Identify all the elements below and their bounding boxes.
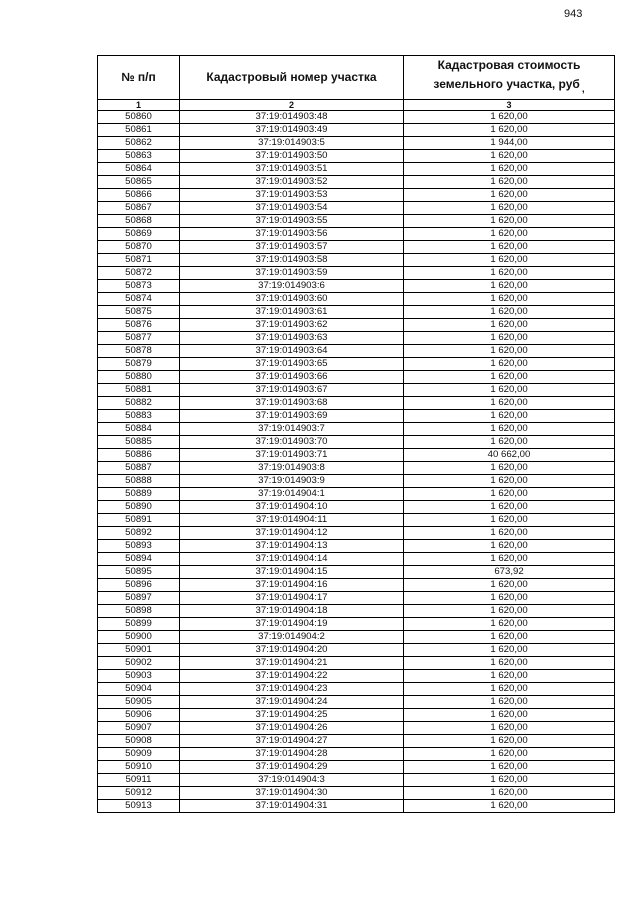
- cadastral-value-cell: 1 620,00: [404, 371, 615, 384]
- cadastral-value-cell: 1 620,00: [404, 683, 615, 696]
- row-number-cell: 50875: [98, 306, 180, 319]
- cadastral-value-cell: 1 620,00: [404, 319, 615, 332]
- cadastral-number-cell: 37:19:014903:6: [180, 280, 404, 293]
- header-row-number: № п/п: [98, 56, 180, 100]
- cadastral-number-cell: 37:19:014904:20: [180, 644, 404, 657]
- cadastral-value-cell: 1 620,00: [404, 150, 615, 163]
- row-number-cell: 50866: [98, 189, 180, 202]
- table-row: [98, 501, 615, 514]
- cadastral-value-cell: 1 620,00: [404, 475, 615, 488]
- table-row: [98, 592, 615, 605]
- cadastral-value-cell: 1 620,00: [404, 527, 615, 540]
- table-row: [98, 241, 615, 254]
- cadastral-value-cell: 1 620,00: [404, 748, 615, 761]
- table-row: [98, 540, 615, 553]
- cadastral-number-cell: 37:19:014903:50: [180, 150, 404, 163]
- cadastral-number-cell: 37:19:014904:3: [180, 774, 404, 787]
- row-number-cell: 50880: [98, 371, 180, 384]
- cadastral-number-cell: 37:19:014904:15: [180, 566, 404, 579]
- table-row: [98, 371, 615, 384]
- cadastral-value-cell: 1 620,00: [404, 644, 615, 657]
- cadastral-number-cell: 37:19:014904:16: [180, 579, 404, 592]
- cadastral-value-cell: 1 620,00: [404, 267, 615, 280]
- table-row: [98, 579, 615, 592]
- row-number-cell: 50864: [98, 163, 180, 176]
- row-number-cell: 50884: [98, 423, 180, 436]
- header-cadastral-value: [404, 56, 615, 100]
- cadastral-number-cell: 37:19:014904:24: [180, 696, 404, 709]
- table-row: [98, 722, 615, 735]
- row-number-cell: 50911: [98, 774, 180, 787]
- row-number-cell: 50887: [98, 462, 180, 475]
- cadastral-number-cell: 37:19:014904:29: [180, 761, 404, 774]
- table-row: [98, 306, 615, 319]
- cadastral-value-cell: 1 620,00: [404, 215, 615, 228]
- table-row: [98, 384, 615, 397]
- row-number-cell: 50892: [98, 527, 180, 540]
- cadastral-value-cell: 1 620,00: [404, 358, 615, 371]
- row-number-cell: 50898: [98, 605, 180, 618]
- table-row: [98, 449, 615, 462]
- row-number-cell: 50872: [98, 267, 180, 280]
- cadastral-value-cell: 1 620,00: [404, 384, 615, 397]
- cadastral-number-cell: 37:19:014903:62: [180, 319, 404, 332]
- row-number-cell: 50865: [98, 176, 180, 189]
- row-number-cell: 50861: [98, 124, 180, 137]
- cadastral-value-cell: 1 620,00: [404, 124, 615, 137]
- cadastral-value-cell: 1 620,00: [404, 735, 615, 748]
- table-row: [98, 566, 615, 579]
- table-row: [98, 254, 615, 267]
- cadastral-number-cell: 37:19:014904:12: [180, 527, 404, 540]
- cadastral-value-cell: 1 620,00: [404, 345, 615, 358]
- cadastral-value-cell: 1 620,00: [404, 618, 615, 631]
- cadastral-value-cell: 1 620,00: [404, 722, 615, 735]
- row-number-cell: 50863: [98, 150, 180, 163]
- row-number-cell: 50881: [98, 384, 180, 397]
- cadastral-number-cell: 37:19:014904:19: [180, 618, 404, 631]
- table-row: [98, 644, 615, 657]
- cadastral-number-cell: 37:19:014903:48: [180, 111, 404, 124]
- row-number-cell: 50886: [98, 449, 180, 462]
- table-row: [98, 332, 615, 345]
- row-number-cell: 50901: [98, 644, 180, 657]
- row-number-cell: 50899: [98, 618, 180, 631]
- cadastral-number-cell: 37:19:014903:68: [180, 397, 404, 410]
- cadastral-value-cell: 1 620,00: [404, 163, 615, 176]
- cadastral-number-cell: 37:19:014903:63: [180, 332, 404, 345]
- cadastral-value-cell: 1 620,00: [404, 514, 615, 527]
- cadastral-value-cell: 1 620,00: [404, 202, 615, 215]
- row-number-cell: 50879: [98, 358, 180, 371]
- cadastral-number-cell: 37:19:014903:71: [180, 449, 404, 462]
- cadastral-value-cell: 40 662,00: [404, 449, 615, 462]
- cadastral-value-cell: 1 620,00: [404, 397, 615, 410]
- row-number-cell: 50877: [98, 332, 180, 345]
- cadastral-number-cell: 37:19:014903:60: [180, 293, 404, 306]
- cadastral-value-cell: 1 620,00: [404, 774, 615, 787]
- row-number-cell: 50888: [98, 475, 180, 488]
- column-number-3: 3: [404, 100, 615, 111]
- cadastral-number-cell: 37:19:014903:56: [180, 228, 404, 241]
- cadastral-value-cell: 1 620,00: [404, 332, 615, 345]
- table-row: [98, 397, 615, 410]
- cadastral-number-cell: 37:19:014903:69: [180, 410, 404, 423]
- table-row: [98, 436, 615, 449]
- table-row: [98, 280, 615, 293]
- table-row: [98, 514, 615, 527]
- cadastral-value-cell: 1 620,00: [404, 605, 615, 618]
- table-row: [98, 163, 615, 176]
- table-row: [98, 189, 615, 202]
- cadastral-number-cell: 37:19:014904:10: [180, 501, 404, 514]
- table-row: [98, 423, 615, 436]
- row-number-cell: 50896: [98, 579, 180, 592]
- table-row: [98, 124, 615, 137]
- table-row: [98, 150, 615, 163]
- row-number-cell: 50890: [98, 501, 180, 514]
- cadastral-value-cell: 1 620,00: [404, 176, 615, 189]
- cadastral-number-cell: 37:19:014903:66: [180, 371, 404, 384]
- cadastral-number-cell: 37:19:014903:7: [180, 423, 404, 436]
- cadastral-value-cell: 1 620,00: [404, 501, 615, 514]
- cadastral-value-cell: 1 620,00: [404, 488, 615, 501]
- cadastral-value-cell: 1 620,00: [404, 631, 615, 644]
- row-number-cell: 50913: [98, 800, 180, 813]
- cadastral-value-cell: 1 620,00: [404, 228, 615, 241]
- row-number-cell: 50867: [98, 202, 180, 215]
- cadastral-value-cell: 1 620,00: [404, 280, 615, 293]
- table-row: [98, 787, 615, 800]
- row-number-cell: 50906: [98, 709, 180, 722]
- header-mark: ,: [581, 84, 585, 95]
- cadastral-value-cell: 1 620,00: [404, 657, 615, 670]
- row-number-cell: 50905: [98, 696, 180, 709]
- row-number-cell: 50860: [98, 111, 180, 124]
- cadastral-table: [97, 55, 615, 813]
- table-row: [98, 527, 615, 540]
- table-row: [98, 202, 615, 215]
- cadastral-number-cell: 37:19:014904:21: [180, 657, 404, 670]
- row-number-cell: 50909: [98, 748, 180, 761]
- cadastral-number-cell: 37:19:014903:9: [180, 475, 404, 488]
- cadastral-number-cell: 37:19:014903:70: [180, 436, 404, 449]
- table-row: [98, 683, 615, 696]
- cadastral-number-cell: 37:19:014904:11: [180, 514, 404, 527]
- row-number-cell: 50907: [98, 722, 180, 735]
- cadastral-number-cell: 37:19:014903:61: [180, 306, 404, 319]
- row-number-cell: 50876: [98, 319, 180, 332]
- cadastral-value-cell: 1 620,00: [404, 423, 615, 436]
- row-number-cell: 50903: [98, 670, 180, 683]
- cadastral-value-cell: 1 620,00: [404, 696, 615, 709]
- table-row: [98, 761, 615, 774]
- row-number-cell: 50869: [98, 228, 180, 241]
- row-number-cell: 50862: [98, 137, 180, 150]
- table-row: [98, 657, 615, 670]
- cadastral-number-cell: 37:19:014903:51: [180, 163, 404, 176]
- row-number-cell: 50882: [98, 397, 180, 410]
- table-row: [98, 215, 615, 228]
- cadastral-number-cell: 37:19:014903:54: [180, 202, 404, 215]
- cadastral-value-cell: 1 620,00: [404, 579, 615, 592]
- row-number-cell: 50910: [98, 761, 180, 774]
- cadastral-number-cell: 37:19:014904:18: [180, 605, 404, 618]
- header-row: [98, 56, 615, 100]
- cadastral-value-cell: 1 620,00: [404, 787, 615, 800]
- cadastral-number-cell: 37:19:014904:22: [180, 670, 404, 683]
- cadastral-value-cell: 1 620,00: [404, 540, 615, 553]
- cadastral-number-cell: 37:19:014903:8: [180, 462, 404, 475]
- cadastral-value-cell: 1 620,00: [404, 189, 615, 202]
- cadastral-number-cell: 37:19:014904:28: [180, 748, 404, 761]
- cadastral-value-cell: 1 620,00: [404, 306, 615, 319]
- table-row: [98, 618, 615, 631]
- cadastral-number-cell: 37:19:014903:52: [180, 176, 404, 189]
- table-row: [98, 462, 615, 475]
- row-number-cell: 50897: [98, 592, 180, 605]
- table-row: [98, 137, 615, 150]
- cadastral-number-cell: 37:19:014904:30: [180, 787, 404, 800]
- table-row: [98, 345, 615, 358]
- row-number-cell: 50868: [98, 215, 180, 228]
- header-cadastral-value-text: Кадастровая стоимость земельного участка, руб: [433, 58, 581, 91]
- table-row: [98, 735, 615, 748]
- cadastral-number-cell: 37:19:014904:17: [180, 592, 404, 605]
- header-cadastral-number: Кадастровый номер участка: [180, 56, 404, 100]
- cadastral-value-cell: 1 620,00: [404, 436, 615, 449]
- table-row: [98, 709, 615, 722]
- table-row: [98, 488, 615, 501]
- table-row: [98, 748, 615, 761]
- table-row: [98, 475, 615, 488]
- table-row: [98, 293, 615, 306]
- cadastral-number-cell: 37:19:014904:27: [180, 735, 404, 748]
- cadastral-value-cell: 1 620,00: [404, 241, 615, 254]
- column-number-2: 2: [180, 100, 404, 111]
- table-row: [98, 228, 615, 241]
- cadastral-number-cell: 37:19:014904:1: [180, 488, 404, 501]
- cadastral-value-cell: 1 620,00: [404, 800, 615, 813]
- cadastral-value-cell: 1 620,00: [404, 592, 615, 605]
- row-number-cell: 50900: [98, 631, 180, 644]
- table-row: [98, 605, 615, 618]
- table-row: [98, 631, 615, 644]
- row-number-cell: 50893: [98, 540, 180, 553]
- table-row: [98, 670, 615, 683]
- column-number-1: 1: [98, 100, 180, 111]
- cadastral-number-cell: 37:19:014903:55: [180, 215, 404, 228]
- row-number-cell: 50895: [98, 566, 180, 579]
- cadastral-value-cell: 1 620,00: [404, 553, 615, 566]
- row-number-cell: 50889: [98, 488, 180, 501]
- row-number-cell: 50871: [98, 254, 180, 267]
- row-number-cell: 50902: [98, 657, 180, 670]
- cadastral-value-cell: 673,92: [404, 566, 615, 579]
- cadastral-number-cell: 37:19:014903:49: [180, 124, 404, 137]
- row-number-cell: 50894: [98, 553, 180, 566]
- table-row: [98, 358, 615, 371]
- cadastral-number-cell: 37:19:014903:58: [180, 254, 404, 267]
- table-row: [98, 774, 615, 787]
- cadastral-number-cell: 37:19:014904:23: [180, 683, 404, 696]
- cadastral-value-cell: 1 620,00: [404, 709, 615, 722]
- cadastral-number-cell: 37:19:014903:67: [180, 384, 404, 397]
- table-row: [98, 696, 615, 709]
- page-number: 943: [564, 8, 583, 20]
- cadastral-value-cell: 1 620,00: [404, 111, 615, 124]
- cadastral-value-cell: 1 620,00: [404, 410, 615, 423]
- cadastral-number-cell: 37:19:014904:26: [180, 722, 404, 735]
- row-number-cell: 50912: [98, 787, 180, 800]
- cadastral-number-cell: 37:19:014903:64: [180, 345, 404, 358]
- cadastral-number-cell: 37:19:014904:2: [180, 631, 404, 644]
- cadastral-number-cell: 37:19:014903:65: [180, 358, 404, 371]
- cadastral-number-cell: 37:19:014903:53: [180, 189, 404, 202]
- row-number-cell: 50885: [98, 436, 180, 449]
- row-number-cell: 50883: [98, 410, 180, 423]
- cadastral-value-cell: 1 620,00: [404, 462, 615, 475]
- table-row: [98, 111, 615, 124]
- table-row: [98, 267, 615, 280]
- cadastral-number-cell: 37:19:014903:59: [180, 267, 404, 280]
- row-number-cell: 50904: [98, 683, 180, 696]
- cadastral-value-cell: 1 944,00: [404, 137, 615, 150]
- cadastral-value-cell: 1 620,00: [404, 761, 615, 774]
- row-number-cell: 50873: [98, 280, 180, 293]
- cadastral-value-cell: 1 620,00: [404, 670, 615, 683]
- table-body: [98, 111, 615, 813]
- cadastral-value-cell: 1 620,00: [404, 254, 615, 267]
- cadastral-number-cell: 37:19:014904:25: [180, 709, 404, 722]
- row-number-cell: 50874: [98, 293, 180, 306]
- cadastral-number-cell: 37:19:014904:31: [180, 800, 404, 813]
- cadastral-number-cell: 37:19:014904:13: [180, 540, 404, 553]
- table-row: [98, 800, 615, 813]
- cadastral-number-cell: 37:19:014903:57: [180, 241, 404, 254]
- table-row: [98, 319, 615, 332]
- cadastral-number-cell: 37:19:014903:5: [180, 137, 404, 150]
- table-row: [98, 176, 615, 189]
- cadastral-number-cell: 37:19:014904:14: [180, 553, 404, 566]
- row-number-cell: 50870: [98, 241, 180, 254]
- column-number-row: [98, 100, 615, 111]
- row-number-cell: 50891: [98, 514, 180, 527]
- table-row: [98, 553, 615, 566]
- cadastral-value-cell: 1 620,00: [404, 293, 615, 306]
- row-number-cell: 50878: [98, 345, 180, 358]
- row-number-cell: 50908: [98, 735, 180, 748]
- table-row: [98, 410, 615, 423]
